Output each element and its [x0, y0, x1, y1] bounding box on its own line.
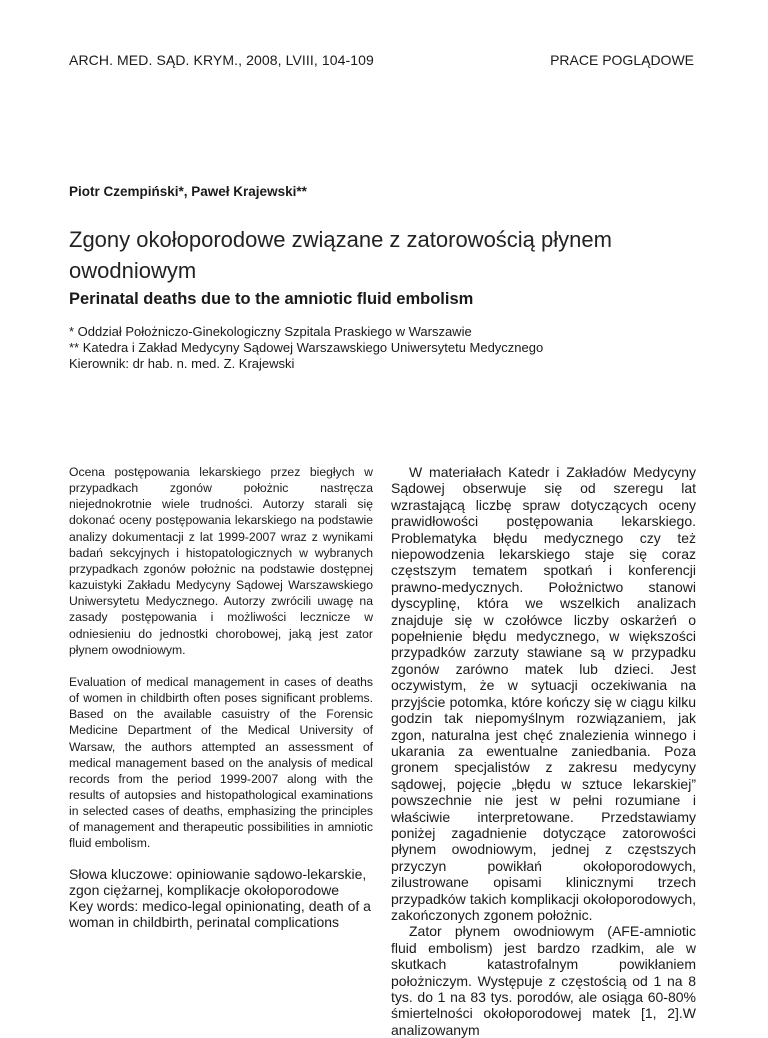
- section-label: PRACE POGLĄDOWE: [550, 52, 694, 68]
- article-title-english: Perinatal deaths due to the amniotic fluid embolism: [69, 290, 474, 308]
- affiliations: [69, 324, 543, 372]
- journal-reference: ARCH. MED. SĄD. KRYM., 2008, LVIII, 104-109: [69, 52, 374, 68]
- affiliation-line: * Oddział Położniczo-Ginekologiczny Szpitala Praskiego w Warszawie: [69, 324, 472, 339]
- body-paragraph: Zator płynem owodniowym (AFE-amniotic fluid embolism) jest bardzo rzadkim, ale w skutkach katastrofalnym powikłaniem położniczym. Występuje z częstością od 1 na 8 tys. do 1 na 83 tys. porodów, ale osiąga 60-80% śmiertelności okołoporodowej matek [1, 2].W analizowanym: [391, 923, 696, 1038]
- keywords-polish: Słowa kluczowe: opiniowanie sądowo-lekarskie, zgon ciężarnej, komplikacje okołoporodowe: [69, 865, 367, 898]
- abstract-polish: Ocena postępowania lekarskiego przez biegłych w przypadkach zgonów położnic nastręcza niejednokrotnie wiele trudności. Autorzy starali się dokonać oceny postępowania lekarskiego na podstawie analizy dokumentacji z lat 1999-2007 wraz z wynikami badań sekcyjnych i histopatologicznych w wybranych przypadkach zgonów położnic na podstawie dostępnej kazuistyki Zakładu Medycyny Sądowej Warszawskiego Uniwersytetu Medycznego. Autorzy zwrócili uwagę na zasady postępowania i możliwości lecznicze w odniesieniu do jednostki chorobowej, jaką jest zator płynem owodniowym.: [69, 465, 373, 657]
- abstract-english: Evaluation of medical management in cases of deaths of women in childbirth often poses significant problems. Based on the available casuistry of the Forensic Medicine Department of the Medical University of Warsaw, the authors attempted an assessment of medical management based on the analysis of medical records from the period 1999-2007 along with the results of autopsies and histopathological examinations in selected cases of deaths, emphasizing the principles of management and therapeutic possibilities in amniotic fluid embolism.: [69, 674, 373, 851]
- affiliation-line: Kierownik: dr hab. n. med. Z. Krajewski: [69, 356, 295, 371]
- abstract-column: [69, 464, 373, 930]
- keywords-block: [69, 866, 373, 931]
- article-authors: Piotr Czempiński*, Paweł Krajewski**: [69, 184, 307, 199]
- article-title-polish: Zgony okołoporodowe związane z zatorowością płynem owodniowym: [69, 227, 612, 283]
- affiliation-line: ** Katedra i Zakład Medycyny Sądowej Warszawskiego Uniwersytetu Medycznego: [69, 340, 544, 355]
- keywords-english: Key words: medico-legal opinionating, death of a woman in childbirth, perinatal complications: [69, 898, 371, 931]
- body-column: [391, 464, 696, 1038]
- body-paragraph: W materiałach Katedr i Zakładów Medycyny Sądowej obserwuje się od szeregu lat wzrastającą liczbę spraw dotyczących oceny prawidłowości postępowania lekarskiego. Problematyka błędu medycznego czy też niepowodzenia lekarskiego staje się coraz częstszym tematem spotkań i konferencji prawno-medycznych. Położnictwo stanowi dyscyplinę, która we wszelkich analizach znajduje się w czołówce liczby oskarżeń o popełnienie błędu medycznego, w większości przypadków zarzuty stawiane są w przypadku zgonów zarówno matek lub dzieci. Jest oczywistym, że w sytuacji oczekiwania na przyjście potomka, które kończy się w ciągu kilku godzin tak niepomyślnym rozwiązaniem, jak zgon, naturalna jest chęć znalezienia winnego i ukarania za ewentualne zaniedbania. Poza gronem specjalistów z zakresu medycyny sądowej, pojęcie „błędu w sztuce lekarskiej” powszechnie nie jest w pełni rozumiane i właściwie interpretowane. Przedstawiamy poniżej zagadnienie dotyczące zatorowości płynem owodniowym, jednej z częstszych przyczyn powikłań okołoporodowych, zilustrowane opisami klinicznymi trzech przypadków takich komplikacji okołoporodowych, zakończonych zgonem położnic.: [391, 464, 696, 923]
